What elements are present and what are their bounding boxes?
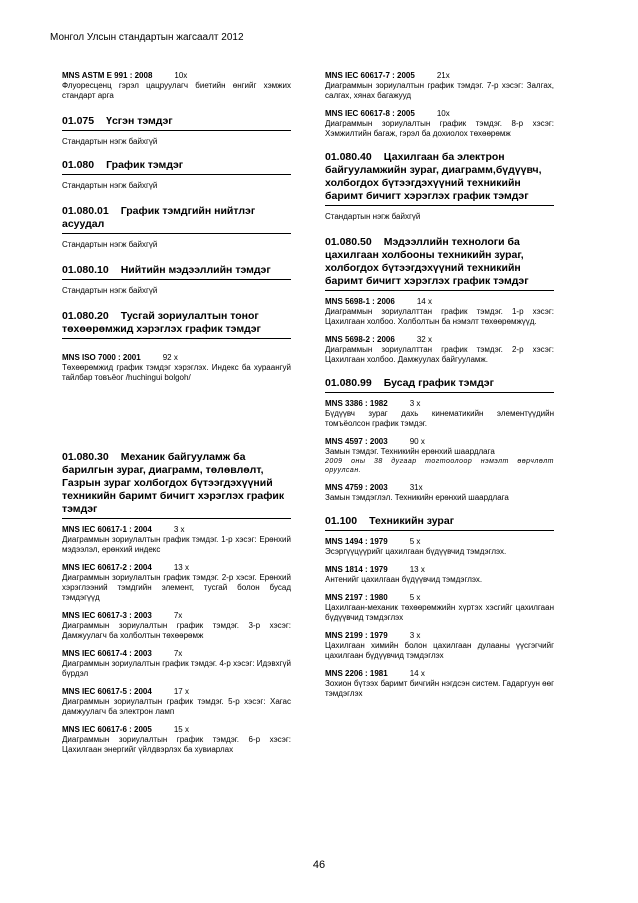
section-title: Механик байгууламж ба барилгын зураг, диаграмм, төлөвлөлт, Газрын зураг холбогдох бүтээгдэхүүний техникийн баримт бичигт хэрэглэх график тэмдэг [62, 451, 285, 515]
page-count: 14 x [416, 297, 432, 306]
standard-title: Диаграммын зориулалтын график тэмдэг. 1-р хэсэг: Ерөнхий мэдээлэл, ерөнхий индекс [62, 535, 291, 554]
standard-entry [325, 335, 554, 365]
standard-title: Диаграммын зориулалтын график тэмдэг. 5-р хэсэг: Хагас дамжуулагч ба электрон ламп [62, 697, 291, 716]
standard-code: MNS IEC 60617-4 : 2003 [62, 649, 152, 658]
section-title: Үсгэн тэмдэг [106, 115, 173, 127]
section-number: 01.100 [325, 515, 358, 527]
section-0108099 [325, 377, 554, 503]
section-0108050 [325, 236, 554, 365]
standard-code: MNS ISO 7000 : 2001 [62, 353, 141, 362]
running-header: Монгол Улсын стандартын жагсаалт 2012 [50, 32, 244, 43]
standard-title: Цахилгаан-механик төхөөрөмжийн хүртэх хэсгийг цахилгаан бүдүүвчид тэмдэглэх [325, 603, 554, 622]
standard-title: Диаграммын зориулалттан график тэмдэг. 2-р хэсэг: Цахилгаан холбоо. Дамжуулах байгууламж. [325, 345, 554, 364]
page-count: 32 x [416, 335, 432, 344]
section-title: График тэмдгийн нийтлэг асуудал [62, 205, 256, 230]
section-heading [325, 236, 554, 291]
section-heading [62, 264, 291, 280]
standard-title: Эсэргүүцүүрийг цахилгаан бүдүүвчид тэмдэглэх. [325, 547, 507, 556]
right-column [325, 71, 554, 707]
page-count: 15 x [173, 725, 189, 734]
standard-entry [62, 71, 291, 101]
standard-entry [325, 669, 554, 699]
standard-entry [325, 631, 554, 661]
page-count: 13 x [409, 565, 425, 574]
section-0108020 [62, 310, 291, 383]
standard-code: MNS IEC 60617-1 : 2004 [62, 525, 152, 534]
no-standards-note: Стандартын нэгж байхгүй [62, 137, 158, 146]
standard-code: MNS IEC 60617-7 : 2005 [325, 71, 415, 80]
section-heading [62, 310, 291, 339]
page-count: 21x [436, 71, 450, 80]
section-title: График тэмдэг [106, 159, 184, 171]
no-standards-note: Стандартын нэгж байхгүй [325, 212, 421, 221]
section-number: 01.080.30 [62, 451, 109, 463]
standard-entry [325, 399, 554, 429]
standard-code: MNS 2197 : 1980 [325, 593, 388, 602]
page-count: 31x [409, 483, 423, 492]
standard-code: MNS IEC 60617-6 : 2005 [62, 725, 152, 734]
section-heading [62, 451, 291, 519]
section-title: Бусад график тэмдэг [383, 377, 494, 389]
section-01100 [325, 515, 554, 699]
standard-title: Антенийг цахилгаан бүдүүвчид тэмдэглэх. [325, 575, 483, 584]
section-number: 01.080.99 [325, 377, 372, 389]
standard-entry [325, 437, 554, 475]
section-heading [62, 205, 291, 234]
standard-entry [325, 483, 554, 503]
page-count: 92 x [162, 353, 178, 362]
section-number: 01.080.20 [62, 310, 109, 322]
standard-entry [62, 687, 291, 717]
standard-entry [325, 593, 554, 623]
standard-title: Диаграммын зориулалттан график тэмдэг. 1-р хэсэг: Цахилгаан холбоо. Холболтын ба нэмэлт төхөөрөмжүүд. [325, 307, 554, 326]
standard-entry [62, 611, 291, 641]
section-number: 01.080 [62, 159, 95, 171]
section-01080 [62, 159, 291, 191]
section-0108001 [62, 205, 291, 250]
standard-entry [62, 563, 291, 603]
section-0108030 [62, 451, 291, 755]
page-count: 5 x [409, 537, 421, 546]
page-count: 3 x [409, 399, 421, 408]
page-count: 14 x [409, 669, 425, 678]
no-standards-note: Стандартын нэгж байхгүй [62, 240, 158, 249]
page-count: 13 x [173, 563, 189, 572]
section-number: 01.080.50 [325, 236, 372, 248]
standard-code: MNS 5698-1 : 2006 [325, 297, 395, 306]
standard-code: MNS 5698-2 : 2006 [325, 335, 395, 344]
section-heading [325, 151, 554, 206]
standard-title: Диаграммын зориулалтын график тэмдэг. 7-р хэсэг: Залгах, салгах, хянах багажууд [325, 81, 554, 100]
page-count: 3 x [173, 525, 185, 534]
section-title: Техникийн зураг [369, 515, 455, 527]
standard-code: MNS IEC 60617-3 : 2003 [62, 611, 152, 620]
standard-title: Диаграммын зориулалтын график тэмдэг. 3-р хэсэг: Дамжуулагч ба холболтын төхөөрөмж [62, 621, 291, 640]
section-0108010 [62, 264, 291, 296]
standard-title: Диаграммын зориулалтын график тэмдэг. 6-р хэсэг: Цахилгаан энергийг үйлдвэрлэх ба хувиарлах [62, 735, 291, 754]
section-heading [62, 115, 291, 131]
standard-entry [62, 525, 291, 555]
standard-code: MNS IEC 60617-2 : 2004 [62, 563, 152, 572]
section-title: Мэдээллийн технологи ба цахилгаан холбооны техникийн зураг, холбогдох бүтээгдэхүүний техникийн баримт бичигт хэрэглэх график тэмдэг [325, 236, 529, 287]
standard-entry [62, 649, 291, 679]
standard-title: Төхөөрөмжид график тэмдэг хэрэглэх. Индекс ба хураангуй тайлбар товъёог /huchingui bolgoh/ [62, 363, 291, 382]
page-count: 10x [174, 71, 188, 80]
section-title: Цахилгаан ба электрон байгууламжийн зураг, диаграмм,бүдүүвч, холбогдох бүтээгдэхүүний техникийн баримт бичигт хэрэглэх график тэмдэг [325, 151, 542, 202]
page-count: 3 x [409, 631, 421, 640]
standard-entry [325, 565, 554, 585]
page-count: 17 x [173, 687, 189, 696]
standard-entry [62, 725, 291, 755]
standard-code: MNS IEC 60617-8 : 2005 [325, 109, 415, 118]
section-0108040 [325, 151, 554, 222]
standard-code: MNS 3386 : 1982 [325, 399, 388, 408]
page-number: 46 [312, 859, 326, 871]
standard-title: Диаграммын зориулалтын график тэмдэг. 4-р хэсэг: Идэвхгүй бүрдэл [62, 659, 291, 678]
standard-entry [62, 353, 291, 383]
standard-code: MNS 2199 : 1979 [325, 631, 388, 640]
standard-entry [325, 297, 554, 327]
standard-code: MNS 1814 : 1979 [325, 565, 388, 574]
section-number: 01.080.10 [62, 264, 109, 276]
standard-code: MNS 2206 : 1981 [325, 669, 388, 678]
page-count: 7x [173, 649, 183, 658]
standard-title: Цахилгаан химийн болон цахилгаан дулааны үүсгэгчийг цахилгаан бүдүүвчид тэмдэглэх [325, 641, 554, 660]
standard-entry [325, 109, 554, 139]
standard-title: Диаграммын зориулалтын график тэмдэг. 2-р хэсэг. Ерөнхий хэрэглээний тэмдгийн элемент, тусгай болон бусад тэмдэгүүд [62, 573, 291, 602]
standard-title: Флуоресценц гэрэл цацруулагч биетийн өнгийг хэмжих стандарт арга [62, 81, 291, 100]
standard-code: MNS 4597 : 2003 [325, 437, 388, 446]
standard-code: MNS 4759 : 2003 [325, 483, 388, 492]
section-heading [325, 515, 554, 531]
section-number: 01.075 [62, 115, 95, 127]
section-number: 01.080.40 [325, 151, 372, 163]
section-title: Нийтийн мэдээллийн тэмдэг [120, 264, 271, 276]
page-count: 7x [173, 611, 183, 620]
section-title: Тусгай зориулалтын тоног төхөөрөмжид хэрэглэх график тэмдэг [62, 310, 261, 335]
standard-code: MNS 1494 : 1979 [325, 537, 388, 546]
left-column [62, 71, 291, 763]
standard-title: Зохион бүтээх баримт бичгийн нэгдсэн систем. Гадаргуун өөг тэмдэглэх [325, 679, 554, 698]
section-01075 [62, 115, 291, 147]
standard-title: Бүдүүвч зураг дахь кинематикийн элементүүдийн томъёолсон график тэмдэг. [325, 409, 554, 428]
amendment-note: 2009 оны 38 дугаар тогтоолоор нэмэлт өөрчлөлт оруулсан. [325, 458, 554, 474]
standard-title: Диаграммын зориулалтын график тэмдэг. 8-р хэсэг: Хэмжилтийн багаж, гэрэл ба дохиолох төхөөрөмж [325, 119, 554, 138]
no-standards-note: Стандартын нэгж байхгүй [62, 286, 158, 295]
section-heading [325, 377, 554, 393]
page-count: 5 x [409, 593, 421, 602]
standard-title: Замын тэмдэг. Техникийн ерөнхий шаардлага [325, 447, 495, 456]
section-heading [62, 159, 291, 175]
standard-title: Замын тэмдэглэл. Техникийн ерөнхий шаардлага [325, 493, 509, 502]
standard-code: MNS IEC 60617-5 : 2004 [62, 687, 152, 696]
no-standards-note: Стандартын нэгж байхгүй [62, 181, 158, 190]
page-count: 10x [436, 109, 450, 118]
standard-code: MNS ASTM E 991 : 2008 [62, 71, 153, 80]
section-number: 01.080.01 [62, 205, 109, 217]
standard-entry [325, 537, 554, 557]
page-count: 90 x [409, 437, 425, 446]
standard-entry [325, 71, 554, 101]
